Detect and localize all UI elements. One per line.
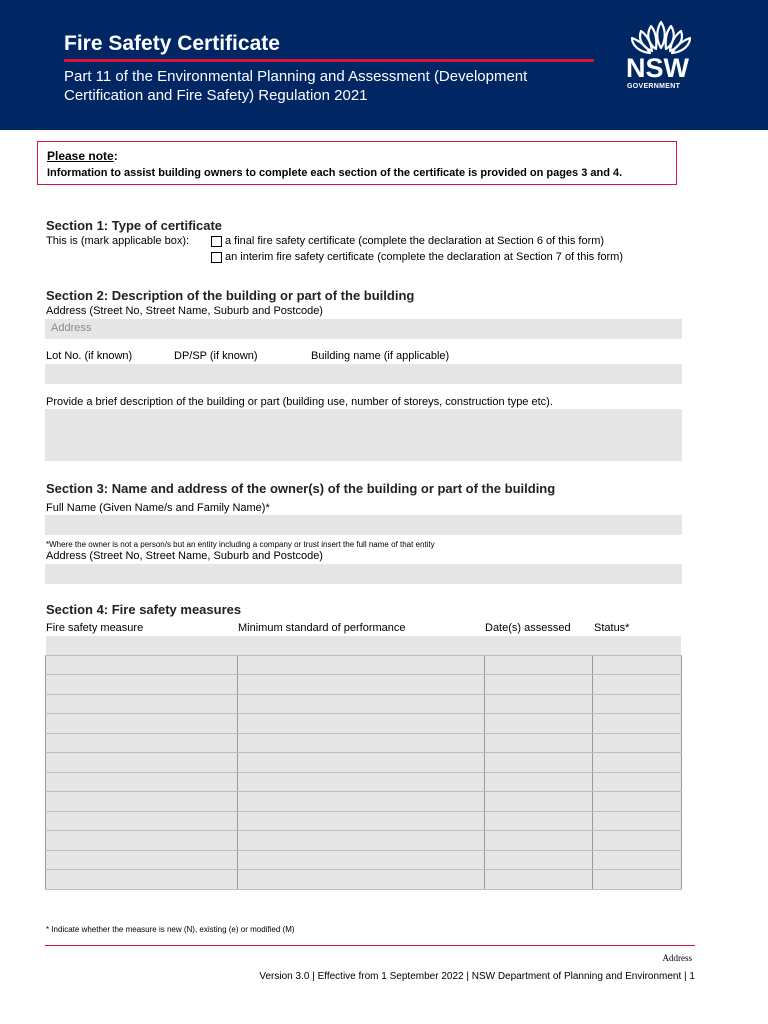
table-row <box>46 831 682 851</box>
interim-certificate-label: an interim fire safety certificate (complete the declaration at Section 7 of this form) <box>225 251 624 263</box>
table-cell[interactable] <box>485 694 593 714</box>
table-cell[interactable] <box>593 694 682 714</box>
table-cell[interactable] <box>46 655 238 675</box>
table-cell[interactable] <box>237 733 485 753</box>
lot-number-label: Lot No. (if known) <box>46 350 133 362</box>
section2-heading: Section 2: Description of the building or part of the building <box>46 288 415 303</box>
table-cell[interactable] <box>46 694 238 714</box>
col-status: Status* <box>594 622 630 634</box>
owner-entity-note: *Where the owner is not a person/s but an entity including a company or trust insert the full name of that entity <box>46 540 435 549</box>
table-cell[interactable] <box>593 772 682 792</box>
table-cell[interactable] <box>485 753 593 773</box>
section4-heading: Section 4: Fire safety measures <box>46 602 242 617</box>
section1-prompt: This is (mark applicable box): <box>46 235 190 247</box>
building-description-field[interactable] <box>45 409 682 461</box>
table-cell[interactable] <box>593 675 682 695</box>
table-cell[interactable] <box>237 753 485 773</box>
table-row <box>46 733 682 753</box>
table-cell[interactable] <box>593 792 682 812</box>
owner-address-field[interactable] <box>45 564 682 584</box>
table-cell[interactable] <box>237 831 485 851</box>
table-cell[interactable] <box>485 733 593 753</box>
table-cell[interactable] <box>237 870 485 890</box>
table-cell[interactable] <box>46 811 238 831</box>
table-cell[interactable] <box>46 675 238 695</box>
logo-wordmark: NSW <box>626 53 689 83</box>
table-row <box>46 675 682 695</box>
table-cell[interactable] <box>485 870 593 890</box>
note-heading-text: Please note <box>47 149 114 163</box>
table-cell[interactable] <box>46 831 238 851</box>
title-underline <box>64 59 594 62</box>
table-cell[interactable] <box>237 792 485 812</box>
table-cell[interactable] <box>46 772 238 792</box>
table-cell[interactable] <box>237 772 485 792</box>
table-cell[interactable] <box>485 850 593 870</box>
note-heading-colon: : <box>113 149 118 163</box>
building-name-label: Building name (if applicable) <box>311 350 450 362</box>
note-body: Information to assist building owners to complete each section of the certificate is provided on pages 3 and 4. <box>47 167 623 179</box>
dpsp-label: DP/SP (if known) <box>174 350 258 362</box>
table-cell[interactable] <box>237 694 485 714</box>
table-row <box>46 772 682 792</box>
table-cell[interactable] <box>237 811 485 831</box>
waratah-icon <box>626 18 696 56</box>
table-row <box>46 753 682 773</box>
table-row <box>46 714 682 734</box>
table-cell[interactable] <box>46 636 682 656</box>
table-cell[interactable] <box>485 675 593 695</box>
table-row <box>46 694 682 714</box>
table-cell[interactable] <box>485 831 593 851</box>
table-cell[interactable] <box>485 655 593 675</box>
fire-safety-measures-rows <box>46 636 682 890</box>
fire-safety-measures-table <box>45 635 682 890</box>
col-minimum-standard: Minimum standard of performance <box>238 622 406 634</box>
table-cell[interactable] <box>46 792 238 812</box>
logo-subtext: GOVERNMENT <box>627 83 681 90</box>
table-cell[interactable] <box>593 831 682 851</box>
table-row <box>46 655 682 675</box>
table-cell[interactable] <box>485 792 593 812</box>
section1-heading: Section 1: Type of certificate <box>46 218 223 233</box>
table-row <box>46 850 682 870</box>
table-cell[interactable] <box>237 714 485 734</box>
note-heading <box>47 149 118 163</box>
footer-version-line: Version 3.0 | Effective from 1 September 2022 | NSW Department of Planning and Environment | 1 <box>259 971 695 982</box>
table-cell[interactable] <box>485 714 593 734</box>
interim-certificate-checkbox[interactable] <box>211 252 222 263</box>
table-row <box>46 636 682 656</box>
page-title: Fire Safety Certificate <box>64 32 280 55</box>
table-cell[interactable] <box>593 753 682 773</box>
nsw-government-logo <box>622 18 698 98</box>
table-cell[interactable] <box>46 733 238 753</box>
table-cell[interactable] <box>46 753 238 773</box>
page-subtitle: Part 11 of the Environmental Planning and Assessment (Development Certification and Fire Safety) Regulation 2021 <box>64 68 528 104</box>
table-cell[interactable] <box>593 655 682 675</box>
owner-full-name-field[interactable] <box>45 515 682 535</box>
table-cell[interactable] <box>237 675 485 695</box>
final-certificate-label: a final fire safety certificate (complete the declaration at Section 6 of this form) <box>225 235 605 247</box>
status-footnote: * Indicate whether the measure is new (N), existing (e) or modified (M) <box>46 925 295 934</box>
final-certificate-checkbox[interactable] <box>211 236 222 247</box>
table-cell[interactable] <box>593 811 682 831</box>
table-cell[interactable] <box>46 870 238 890</box>
table-cell[interactable] <box>485 772 593 792</box>
building-address-placeholder: Address <box>51 322 92 334</box>
building-address-field[interactable] <box>45 319 682 339</box>
owner-address-label: Address (Street No, Street Name, Suburb and Postcode) <box>46 550 323 562</box>
owner-full-name-label: Full Name (Given Name/s and Family Name)* <box>46 502 270 514</box>
table-row <box>46 870 682 890</box>
building-description-label: Provide a brief description of the building or part (building use, number of storeys, construction type etc). <box>46 396 553 408</box>
table-cell[interactable] <box>593 870 682 890</box>
section3-heading: Section 3: Name and address of the owner(s) of the building or part of the building <box>46 481 556 496</box>
table-row <box>46 792 682 812</box>
please-note-box <box>37 141 677 185</box>
lot-dpsp-building-name-field[interactable] <box>45 364 682 384</box>
footer-address-mark: Address <box>662 953 692 963</box>
table-cell[interactable] <box>237 850 485 870</box>
table-cell[interactable] <box>593 714 682 734</box>
table-row <box>46 811 682 831</box>
table-cell[interactable] <box>593 733 682 753</box>
footer-divider <box>45 945 695 946</box>
col-dates-assessed: Date(s) assessed <box>485 622 571 634</box>
document-header <box>0 0 768 130</box>
table-cell[interactable] <box>46 850 238 870</box>
table-cell[interactable] <box>237 655 485 675</box>
table-cell[interactable] <box>485 811 593 831</box>
building-address-label: Address (Street No, Street Name, Suburb and Postcode) <box>46 305 323 317</box>
table-cell[interactable] <box>46 714 238 734</box>
table-cell[interactable] <box>593 850 682 870</box>
col-fire-safety-measure: Fire safety measure <box>46 622 144 634</box>
